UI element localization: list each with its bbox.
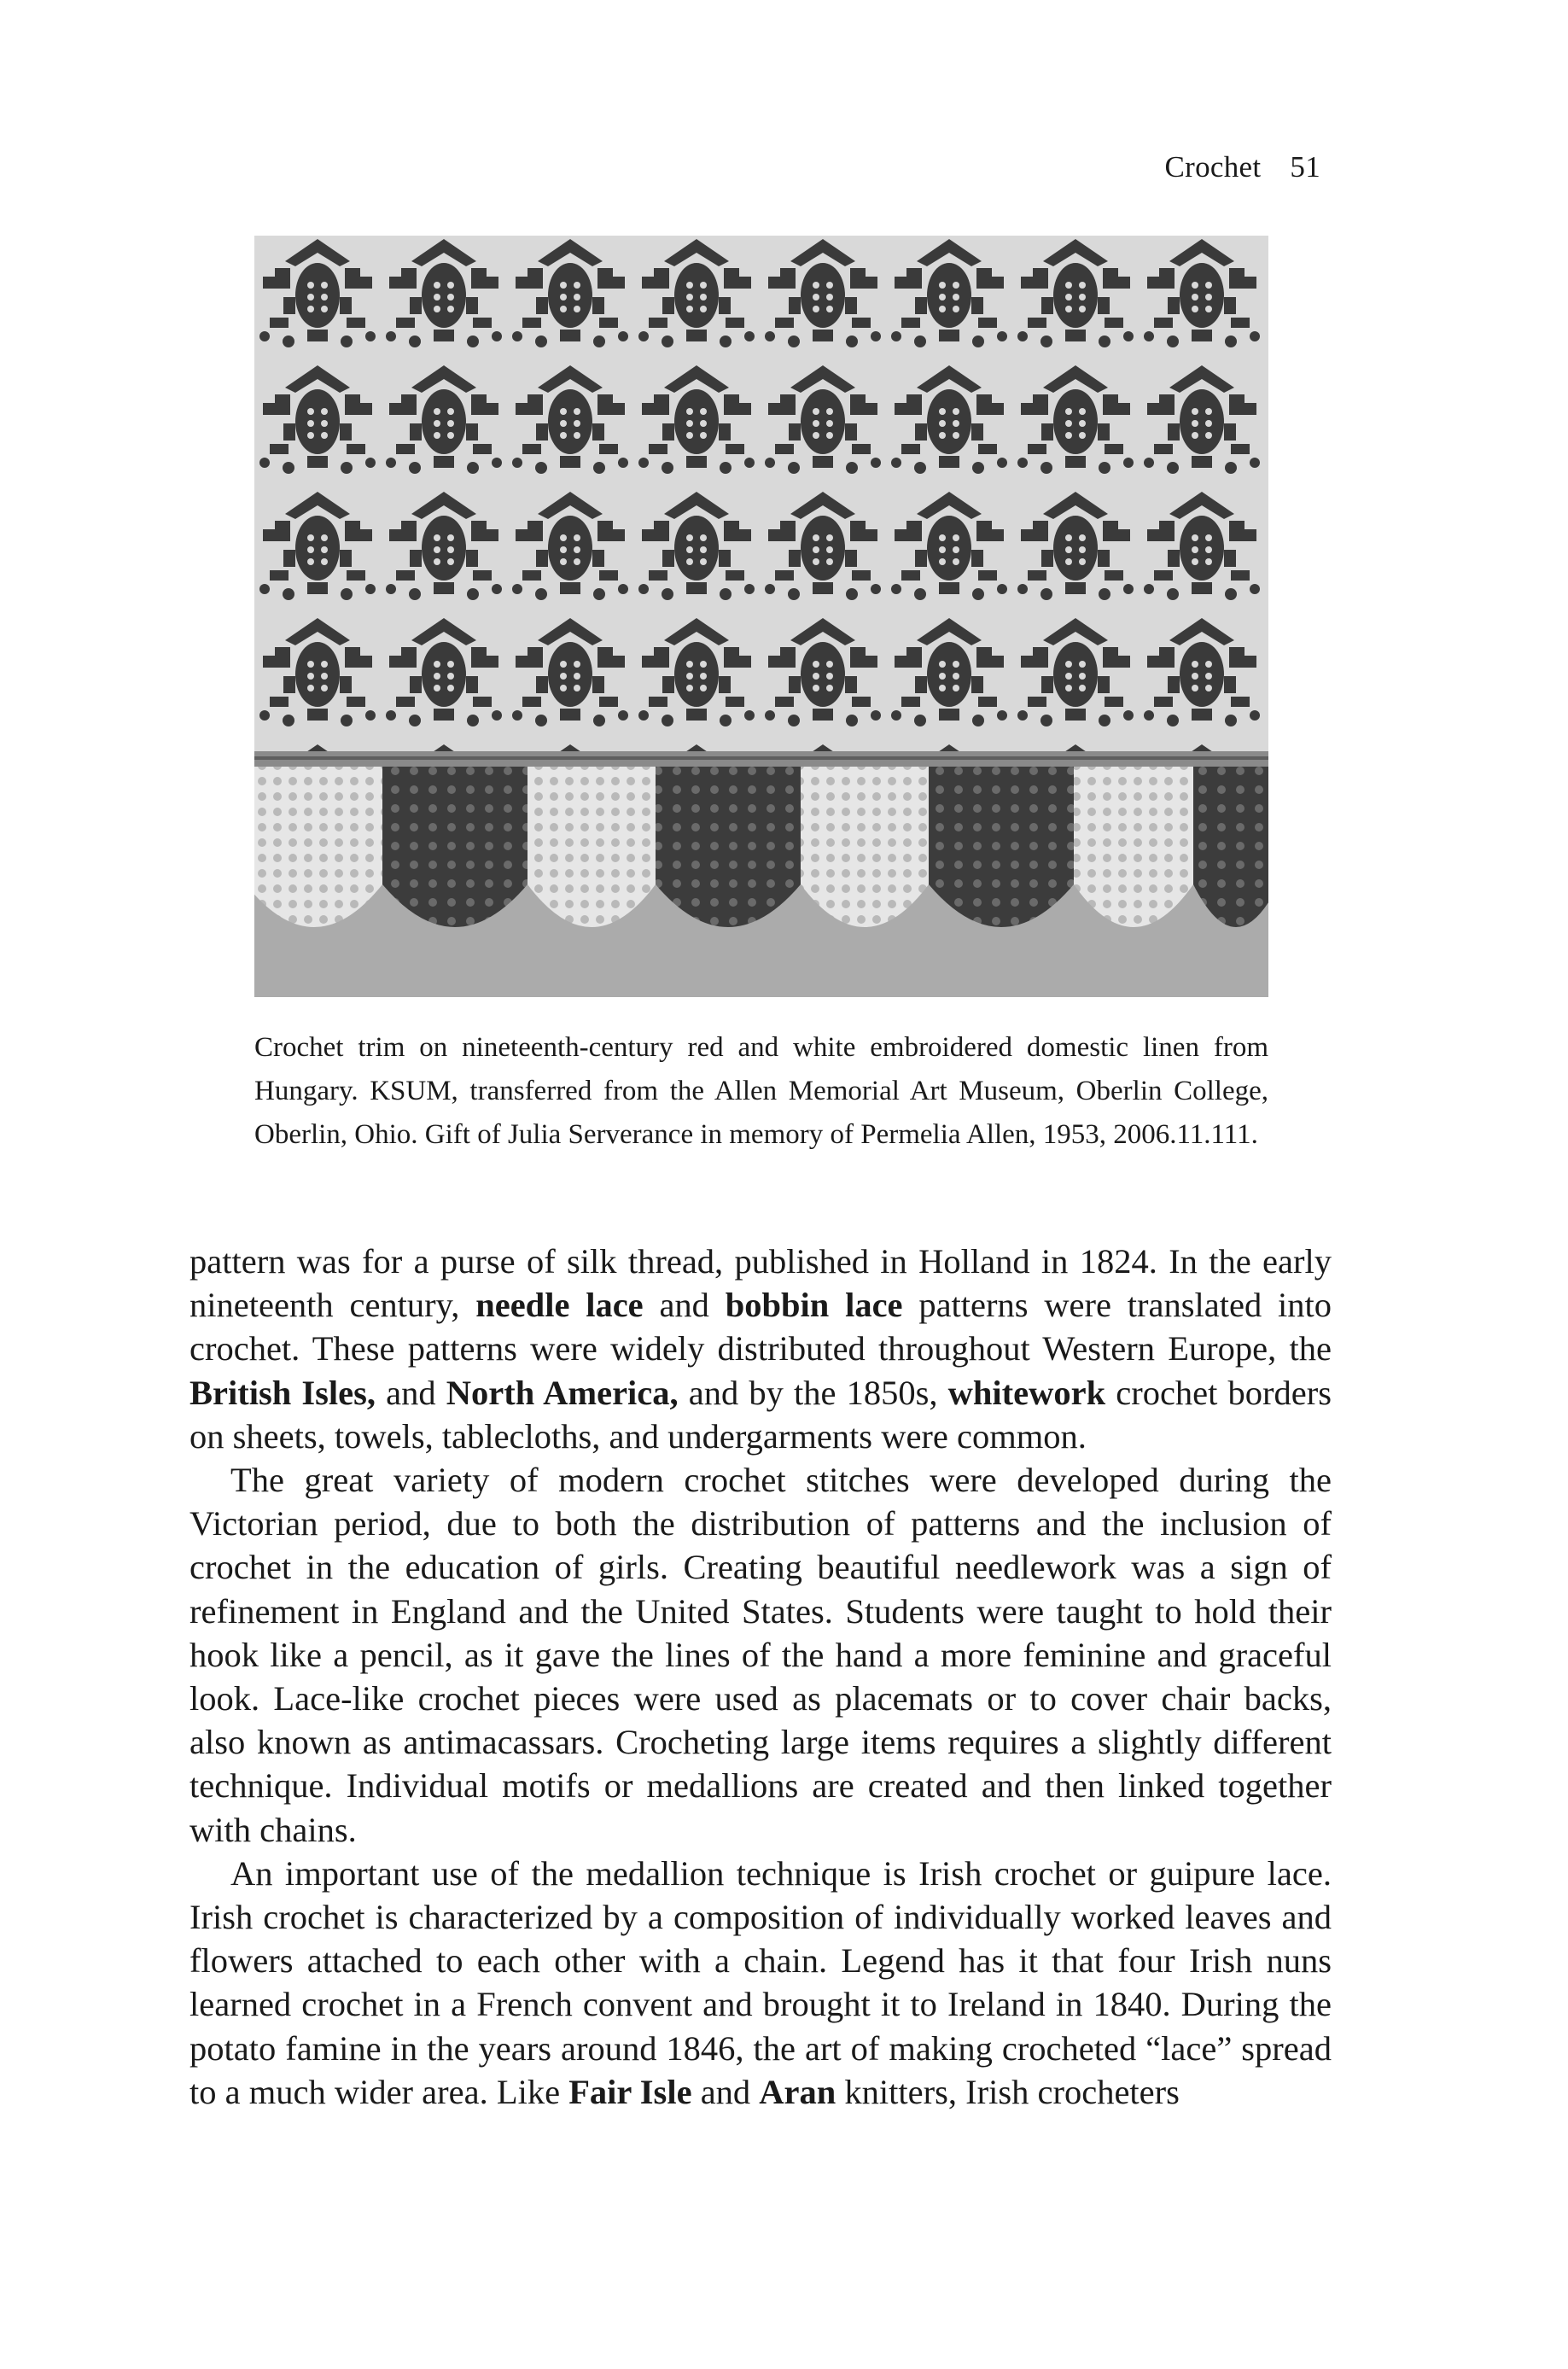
page-number: 51 xyxy=(1290,150,1320,184)
text-run: knitters, Irish crocheters xyxy=(836,2072,1180,2111)
glossary-term: Fair Isle xyxy=(568,2072,692,2111)
text-run: patterns were translated into crochet. These patterns were widely distributed throughout Western Europe, the xyxy=(189,1286,1332,1368)
section-title: Crochet xyxy=(1164,150,1262,184)
paragraph-3 xyxy=(189,1852,1332,2114)
glossary-term: bobbin lace xyxy=(725,1286,903,1325)
glossary-term: North America, xyxy=(446,1373,679,1412)
text-run: and xyxy=(376,1373,446,1412)
paragraph-1 xyxy=(189,1240,1332,1458)
text-run: crochet borders on sheets, towels, tablecloths, and undergarments were common. xyxy=(189,1373,1332,1456)
glossary-term: British Isles, xyxy=(189,1373,376,1412)
text-run: and xyxy=(691,2072,760,2111)
glossary-term: needle lace xyxy=(475,1286,644,1325)
crochet-trim-photo xyxy=(254,236,1268,997)
text-run: and by the 1850s, xyxy=(678,1373,948,1412)
glossary-term: whitework xyxy=(947,1373,1106,1412)
glossary-term: Aran xyxy=(759,2072,836,2111)
running-head xyxy=(1164,150,1320,184)
paragraph-2: The great variety of modern crochet stitches were developed during the Victorian period, due to both the distribution of patterns and the inclusion of crochet in the education of girls. Creating beautiful needlework was a sign of refinement in England and the United States. Students were taught to hold their hook like a pencil, as it gave the lines of the hand a more feminine and graceful look. Lace-like crochet pieces were used as placemats or to cover chair backs, also known as antimacassars. Crocheting large items requires a slightly different technique. Individual motifs or medallions are created and then linked together with chains. xyxy=(189,1461,1332,1849)
text-run: and xyxy=(643,1286,726,1325)
body-text xyxy=(189,1240,1332,2114)
text-run: An important use of the medallion technique is Irish crochet or guipure lace. Irish crochet is characterized by a composition of individually worked leaves and flowers attached to each other with a chain. Legend has it that four Irish nuns learned crochet in a French convent and brought it to Ireland in 1840. During the potato famine in the years around 1846, the art of making crocheted “lace” spread to a much wider area. Like xyxy=(189,1853,1332,2111)
text-run: pattern was for a purse of silk thread, published in Holland in 1824. In the early nineteenth century, xyxy=(189,1242,1332,1325)
figure-caption: Crochet trim on nineteenth-century red and white embroidered domestic linen from Hungary. KSUM, transferred from the Allen Memorial Art Museum, Oberlin College, Oberlin, Ohio. Gift of Julia Serverance in memory of Permelia Allen, 1953, 2006.11.111. xyxy=(254,1032,1268,1150)
